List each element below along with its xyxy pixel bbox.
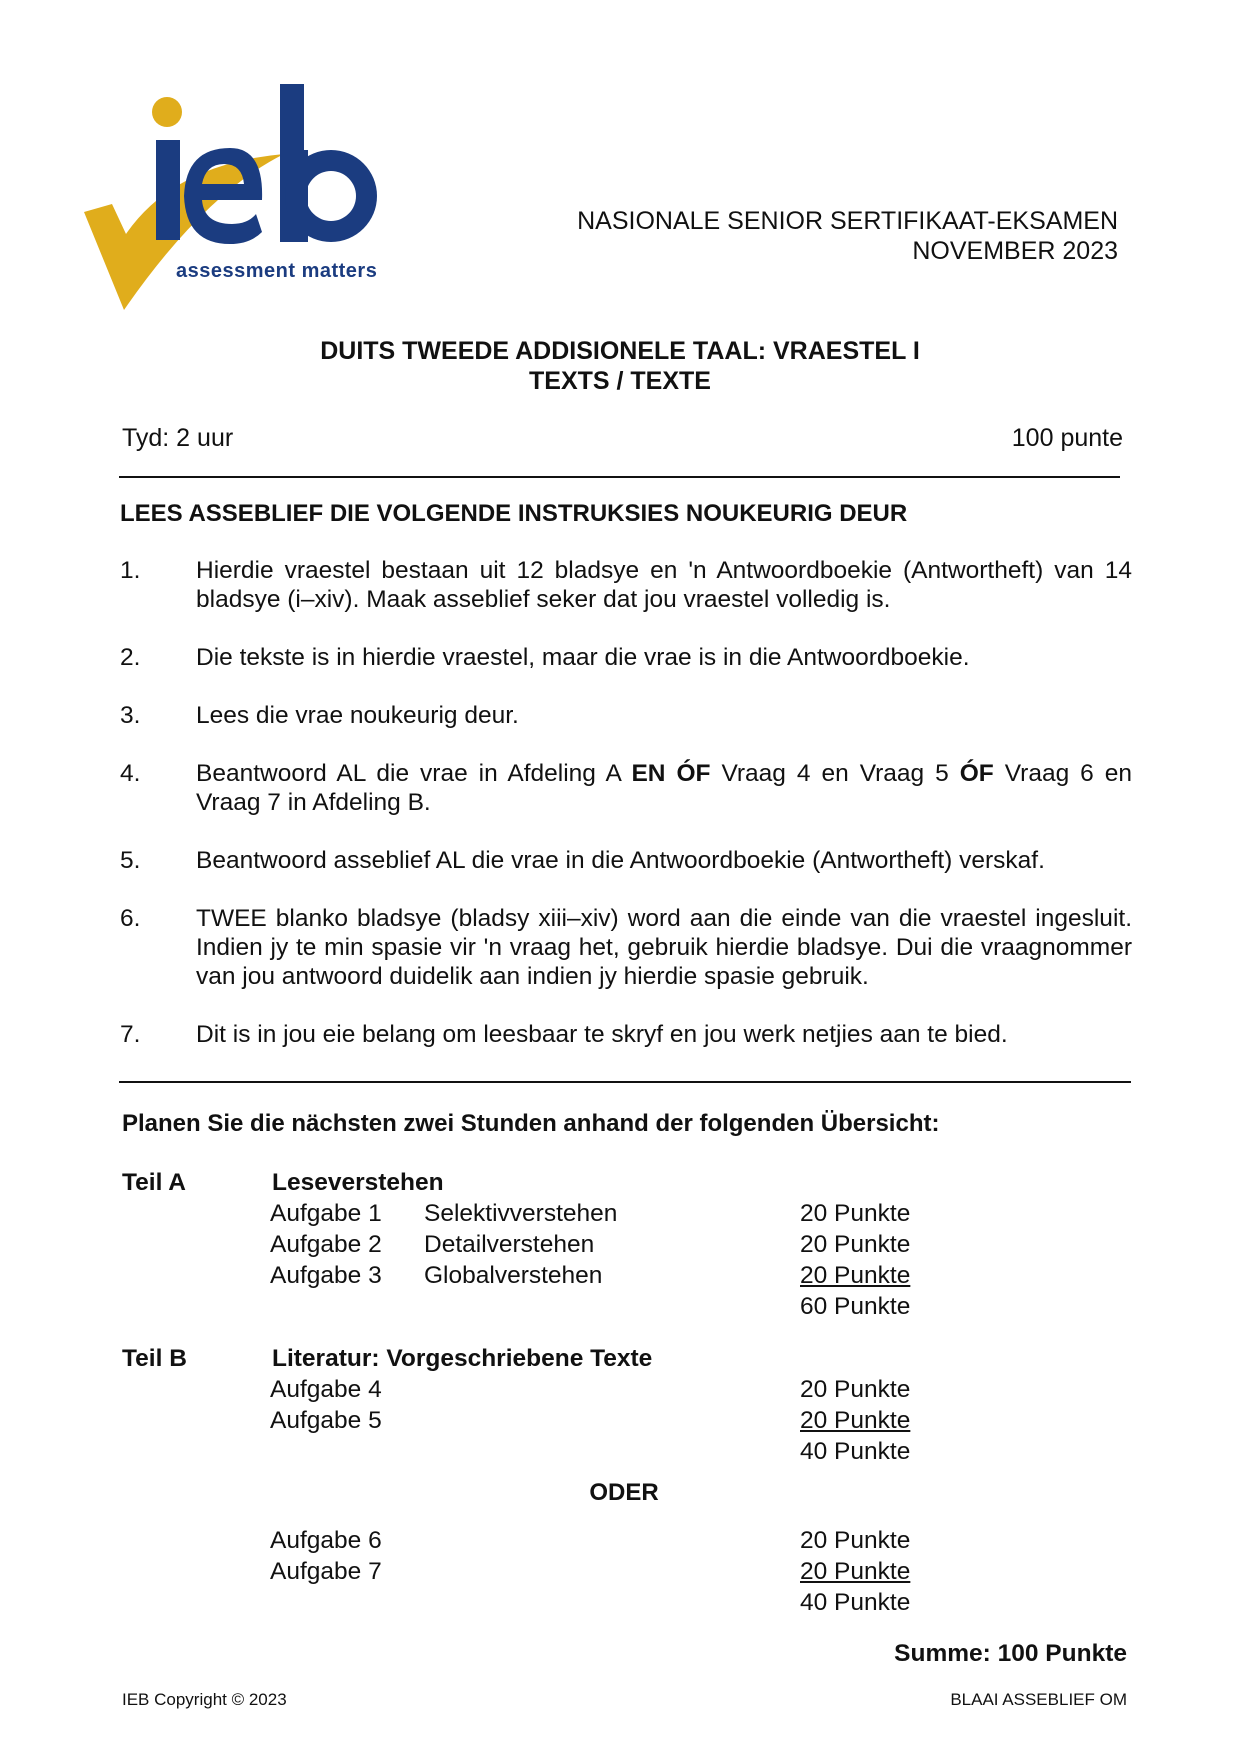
logo-tagline: assessment matters bbox=[176, 260, 378, 282]
teil-a-label: Teil A bbox=[122, 1169, 186, 1196]
oder-label: ODER bbox=[589, 1479, 659, 1506]
task-description: Selektivverstehen bbox=[424, 1200, 618, 1227]
instruction-text: Lees die vrae noukeurig deur. bbox=[196, 702, 519, 729]
divider-top bbox=[119, 476, 1120, 478]
instruction-item bbox=[120, 701, 1132, 730]
instruction-item bbox=[120, 904, 1132, 991]
instruction-number: 4. bbox=[120, 760, 141, 787]
footer-turn-page: BLAAI ASSEBLIEF OM bbox=[950, 1690, 1127, 1709]
instruction-text-part: Vraag 4 en Vraag 5 bbox=[710, 760, 960, 787]
instruction-item bbox=[120, 556, 1132, 614]
ieb-logo bbox=[84, 84, 444, 320]
instruction-number: 6. bbox=[120, 905, 141, 932]
instructions-list bbox=[120, 556, 1132, 1078]
exam-marks: 100 punte bbox=[1011, 424, 1123, 452]
paper-title bbox=[0, 336, 1240, 396]
exam-time: Tyd: 2 uur bbox=[122, 424, 234, 452]
instruction-number: 3. bbox=[120, 702, 141, 729]
instruction-text: Dit is in jou eie belang om leesbaar te skryf en jou werk netjies aan te bied. bbox=[196, 1021, 1008, 1048]
instruction-number: 1. bbox=[120, 557, 141, 584]
instruction-number: 5. bbox=[120, 847, 141, 874]
task-points: 20 Punkte bbox=[800, 1527, 911, 1554]
header-line-2: NOVEMBER 2023 bbox=[912, 237, 1118, 265]
instruction-text: TWEE blanko bladsye (bladsy xiii–xiv) word aan die einde van die vraestel ingesluit. Indien jy te min spasie vir 'n vraag het, gebruik hierdie bladsye. Dui die vraagnommer van jou antwoord duidelik aan indien jy hierdie spasie gebruik. bbox=[196, 905, 1132, 990]
task-points: 20 Punkte bbox=[800, 1407, 911, 1434]
instruction-text: Die tekste is in hierdie vraestel, maar die vrae is in die Antwoordboekie. bbox=[196, 644, 970, 671]
instruction-emphasis: ÓF bbox=[959, 760, 994, 787]
instruction-text-part: Beantwoord AL die vrae in Afdeling A bbox=[196, 760, 632, 787]
footer-copyright: IEB Copyright © 2023 bbox=[122, 1690, 287, 1709]
task-points: 20 Punkte bbox=[800, 1231, 911, 1258]
instruction-item bbox=[120, 846, 1132, 875]
instruction-text: Beantwoord asseblief AL die vrae in die Antwoordboekie (Antwortheft) verskaf. bbox=[196, 847, 1045, 874]
teil-b-heading: Literatur: Vorgeschriebene Texte bbox=[272, 1345, 653, 1372]
instruction-item bbox=[120, 759, 1132, 817]
teil-b-label: Teil B bbox=[122, 1345, 187, 1372]
title-line-2: TEXTS / TEXTE bbox=[529, 367, 711, 395]
exam-header bbox=[577, 206, 1118, 266]
instructions-heading: LEES ASSEBLIEF DIE VOLGENDE INSTRUKSIES NOUKEURIG DEUR bbox=[120, 500, 908, 527]
instruction-number: 7. bbox=[120, 1021, 141, 1048]
task-points: 20 Punkte bbox=[800, 1558, 911, 1585]
title-line-1: DUITS TWEEDE ADDISIONELE TAAL: VRAESTEL I bbox=[320, 337, 920, 365]
task-label: Aufgabe 1 bbox=[270, 1200, 382, 1227]
task-label: Aufgabe 3 bbox=[270, 1262, 382, 1289]
task-label: Aufgabe 2 bbox=[270, 1231, 382, 1258]
plan-heading: Planen Sie die nächsten zwei Stunden anhand der folgenden Übersicht: bbox=[122, 1110, 940, 1137]
header-line-1: NASIONALE SENIOR SERTIFIKAAT-EKSAMEN bbox=[577, 207, 1118, 235]
instruction-text: Hierdie vraestel bestaan uit 12 bladsye en 'n Antwoordboekie (Antwortheft) van 14 bladsye (i–xiv). Maak asseblief seker dat jou vraestel volledig is. bbox=[196, 557, 1132, 613]
instruction-emphasis: EN ÓF bbox=[631, 760, 711, 787]
instruction-text-part: Vraag 6 en Vraag 7 in Afdeling B. bbox=[196, 760, 1133, 816]
ieb-logo-graphic bbox=[84, 84, 444, 320]
teil-b-total-2: 40 Punkte bbox=[800, 1589, 911, 1616]
task-label: Aufgabe 6 bbox=[270, 1527, 382, 1554]
instruction-item bbox=[120, 643, 1132, 672]
task-points: 20 Punkte bbox=[800, 1200, 911, 1227]
instruction-number: 2. bbox=[120, 644, 141, 671]
divider-bottom bbox=[119, 1081, 1131, 1083]
instruction-item bbox=[120, 1020, 1132, 1049]
task-label: Aufgabe 5 bbox=[270, 1407, 382, 1434]
teil-a-heading: Leseverstehen bbox=[272, 1169, 444, 1196]
task-label: Aufgabe 7 bbox=[270, 1558, 382, 1585]
teil-b-total-1: 40 Punkte bbox=[800, 1438, 911, 1465]
teil-a-total: 60 Punkte bbox=[800, 1293, 911, 1320]
task-description: Detailverstehen bbox=[424, 1231, 595, 1258]
task-label: Aufgabe 4 bbox=[270, 1376, 382, 1403]
task-description: Globalverstehen bbox=[424, 1262, 603, 1289]
grand-total: Summe: 100 Punkte bbox=[894, 1640, 1127, 1667]
instruction-text bbox=[196, 759, 1132, 817]
task-points: 20 Punkte bbox=[800, 1262, 911, 1289]
task-points: 20 Punkte bbox=[800, 1376, 911, 1403]
